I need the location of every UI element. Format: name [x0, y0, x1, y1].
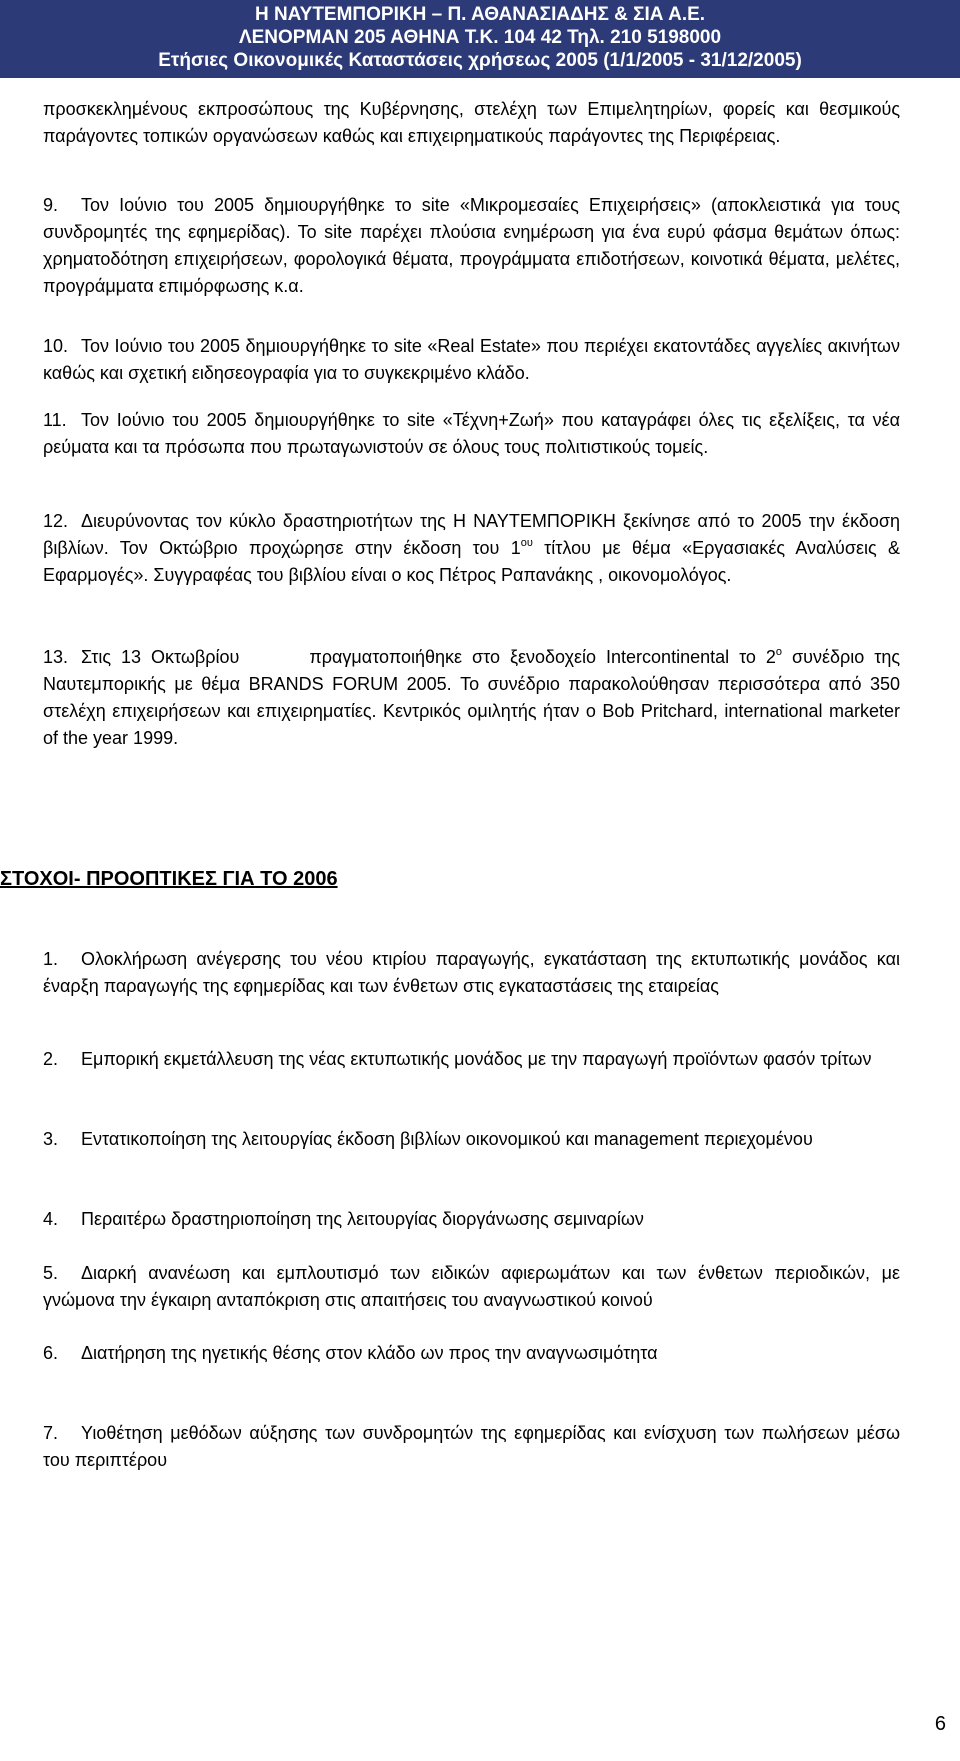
item-number: 9.: [43, 195, 59, 215]
item-text-end: συνέδριο της Ναυτεμπορικής με θέμα BRANDS FORUM 2005. Το συνέδριο παρακολούθησαν περισσότερα από 350 στελέχη επιχειρήσεων και επιχειρηματίες. Κεντρικός ομιλητής ήταν ο Bob Pritchard, international marketer of the year 1999.: [43, 647, 901, 748]
goal-text: Εμπορική εκμετάλλευση της νέας εκτυπωτικής μονάδος με την παραγωγή προϊόντων φασόν τρίτων: [81, 1049, 872, 1069]
goal-item: [43, 946, 900, 1000]
goal-number: 5.: [43, 1263, 59, 1283]
goal-text: Ολοκλήρωση ανέγερσης του νέου κτιρίου παραγωγής, εγκατάσταση της εκτυπωτικής μονάδος και έναρξη παραγωγής της εφημερίδας και των ένθετων στις εγκαταστάσεις της εταιρείας: [43, 949, 900, 996]
goal-number: 3.: [43, 1129, 59, 1149]
header-statement-title: Ετήσιες Οικονομικές Καταστάσεις χρήσεως 2005 (1/1/2005 - 31/12/2005): [158, 50, 802, 71]
item-text-cont: πραγματοποιήθηκε στο ξενοδοχείο Intercontinental το 2: [309, 647, 776, 667]
page-number: 6: [934, 1713, 946, 1735]
item-number: 11.: [43, 410, 67, 430]
goal-item: [43, 1126, 900, 1153]
intro-paragraph: προσκεκλημένους εκπροσώπους της Κυβέρνησης, στελέχη των Επιμελητηρίων, φορείς και θεσμικούς παράγοντες τοπικών οργανώσεων καθώς και επιχειρηματικούς παράγοντες της Περιφέρειας.: [43, 99, 900, 146]
item-number: 12.: [43, 511, 69, 531]
superscript: ο: [775, 646, 783, 658]
item-11: [43, 407, 900, 461]
goal-text: Διαρκή ανανέωση και εμπλουτισμό των ειδικών αφιερωμάτων και των ένθετων περιοδικών, με γνώμονα την έγκαιρη ανταπόκριση στις απαιτήσεις του αναγνωστικού κοινού: [43, 1263, 900, 1310]
goal-number: 7.: [43, 1423, 59, 1443]
item-number: 13.: [43, 647, 69, 667]
item-text: Τον Ιούνιο του 2005 δημιουργήθηκε το site «Real Estate» που περιέχει εκατοντάδες αγγελίες ακινήτων καθώς και σχετική ειδησεογραφία για το συγκεκριμένο κλάδο.: [43, 336, 900, 383]
superscript: ου: [520, 537, 533, 549]
goal-item: [43, 1046, 900, 1073]
goal-number: 6.: [43, 1343, 59, 1363]
goal-item: [43, 1206, 900, 1233]
item-12: [43, 508, 900, 589]
goal-text: Εντατικοποίηση της λειτουργίας έκδοση βιβλίων οικονομικού και management περιεχομένου: [81, 1129, 813, 1149]
goal-text: Υιοθέτηση μεθόδων αύξησης των συνδρομητών της εφημερίδας και ενίσχυση των πωλήσεων μέσω του περιπτέρου: [43, 1423, 900, 1470]
goal-number: 1.: [43, 949, 59, 969]
item-text: Τον Ιούνιο του 2005 δημιουργήθηκε το site «Τέχνη+Ζωή» που καταγράφει όλες τις εξελίξεις, τα νέα ρεύματα και τα πρόσωπα που πρωταγωνιστούν σε όλους τους πολιτιστικούς τομείς.: [43, 410, 900, 457]
goal-text: Διατήρηση της ηγετικής θέσης στον κλάδο ων προς την αναγνωσιμότητα: [81, 1343, 658, 1363]
item-text-cont: τίτλου με θέμα «Εργασιακές Αναλύσεις & Εφαρμογές». Συγγραφέας του βιβλίου είναι ο κος Πέτρος Ραπανάκης , οικονομολόγος.: [43, 538, 900, 585]
goal-item: [43, 1260, 900, 1314]
header-company: Η ΝΑΥΤΕΜΠΟΡΙΚΗ – Π. ΑΘΑΝΑΣΙΑΔΗΣ & ΣΙΑ Α.Ε.: [254, 4, 706, 25]
header-address: ΛΕΝΟΡΜΑΝ 205 ΑΘΗΝΑ Τ.Κ. 104 42 Τηλ. 210 5198000: [238, 27, 722, 48]
goal-item: [43, 1420, 900, 1474]
section-heading: ΣΤΟΧΟΙ- ΠΡΟΟΠΤΙΚΕΣ ΓΙΑ ΤΟ 2006: [0, 868, 338, 890]
goal-text: Περαιτέρω δραστηριοποίηση της λειτουργίας διοργάνωσης σεμιναρίων: [81, 1209, 644, 1229]
item-9: [43, 192, 900, 300]
document-header: [0, 0, 960, 78]
item-13: [43, 644, 900, 752]
item-10: [43, 333, 900, 387]
goal-item: [43, 1340, 900, 1367]
goal-number: 4.: [43, 1209, 59, 1229]
goal-number: 2.: [43, 1049, 59, 1069]
item-text: Στις 13 Οκτωβρίου: [81, 647, 240, 667]
item-text: Τον Ιούνιο του 2005 δημιουργήθηκε το site «Μικρομεσαίες Επιχειρήσεις» (αποκλειστικά για τους συνδρομητές της εφημερίδας). Το site παρέχει πλούσια ενημέρωση για ένα ευρύ φάσμα θεμάτων όπως: χρηματοδότηση επιχειρήσεων, φορολογικά θέματα, προγράμματα επιδοτήσεων, κοινοτικά θέματα, μελέτες, προγράμματα επιμόρφωσης κ.α.: [43, 195, 900, 296]
item-number: 10.: [43, 336, 69, 356]
item-text: Διευρύνοντας τον κύκλο δραστηριοτήτων της Η ΝΑΥΤΕΜΠΟΡΙΚΗ ξεκίνησε από το 2005 την έκδοση βιβλίων. Τον Οκτώβριο προχώρησε στην έκδοση του 1: [43, 511, 900, 558]
